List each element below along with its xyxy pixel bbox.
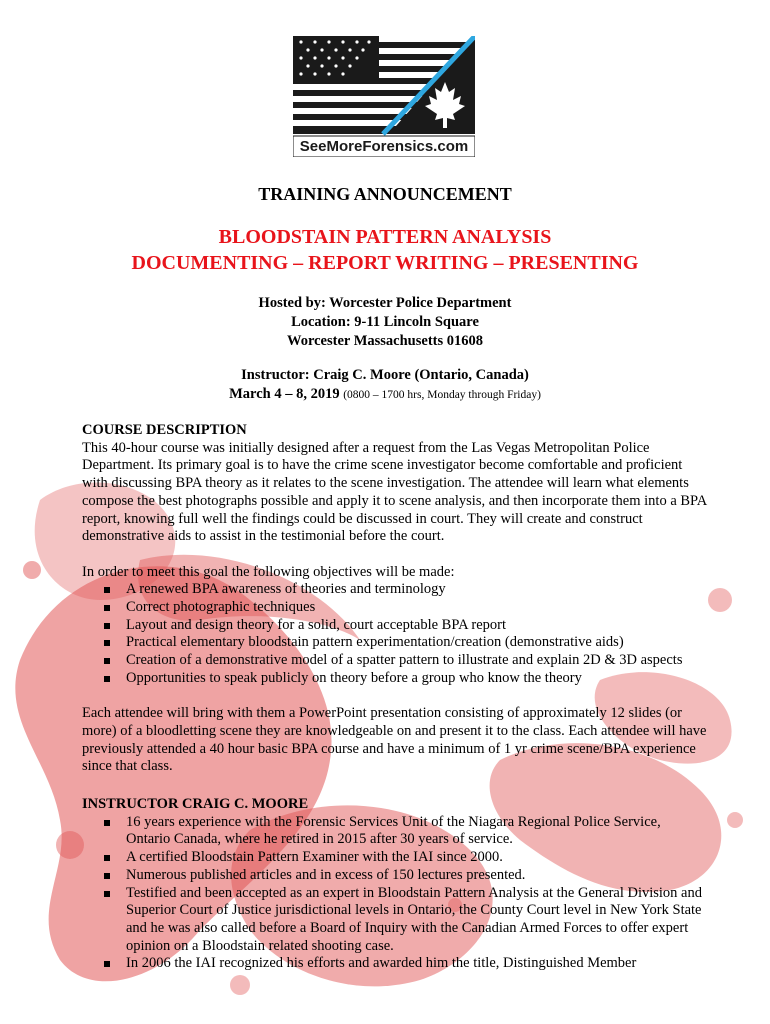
list-item: A renewed BPA awareness of theories and terminology	[126, 581, 707, 599]
objectives-list	[82, 581, 707, 687]
dates-main: March 4 – 8, 2019	[229, 386, 340, 402]
list-item: Layout and design theory for a solid, court acceptable BPA report	[126, 617, 707, 635]
city: Worcester Massachusetts 01608	[287, 333, 483, 349]
instructor-line: Instructor: Craig C. Moore (Ontario, Canada)	[241, 367, 529, 383]
course-description	[82, 422, 707, 776]
instructor-heading: INSTRUCTOR CRAIG C. MOORE	[82, 796, 309, 812]
list-item: Creation of a demonstrative model of a spatter pattern to illustrate and explain 2D & 3D aspects	[126, 652, 707, 670]
course-heading: COURSE DESCRIPTION	[82, 422, 247, 438]
seemoreforensics-logo	[293, 36, 475, 157]
list-item: Correct photographic techniques	[126, 599, 707, 617]
list-item: Numerous published articles and in excess of 150 lectures presented.	[126, 867, 707, 885]
course-para-1: This 40-hour course was initially designed after a request from the Las Vegas Metropolitan Police Department. Its primary goal is to have the crime scene investigator become comfortable and proficient with discussing BPA theory as it relates to the scene investigation. The attendee will learn what elements compose the best photographs possible and apply it to scene analysis, and then incorporate them into a BPA report, knowing full well the findings could be discussed in court. They will create and construct demonstrative aids to assist in the testimonial before the court.	[82, 439, 707, 545]
instructor-block	[0, 366, 770, 405]
course-para-2: In order to meet this goal the following objectives will be made:	[82, 563, 455, 580]
course-para-3: Each attendee will bring with them a PowerPoint presentation consisting of approximately 12 slides (or more) of a bloodletting scene they are knowledgeable on and present it to the class. Each attendee will have previously attended a 40 hour basic BPA course and have a minimum of 1 yr crime scene/BPA experience since that class.	[82, 705, 707, 775]
list-item: A certified Bloodstain Pattern Examiner with the IAI since 2000.	[126, 849, 707, 867]
list-item: Opportunities to speak publicly on theory before a group who know the theory	[126, 670, 707, 688]
list-item: Practical elementary bloodstain pattern experimentation/creation (demonstrative aids)	[126, 634, 707, 652]
headline-line2: DOCUMENTING – REPORT WRITING – PRESENTING	[131, 252, 639, 274]
headline-line1: BLOODSTAIN PATTERN ANALYSIS	[218, 226, 552, 248]
dates-hours: (0800 – 1700 hrs, Monday through Friday)	[343, 389, 541, 401]
dates-line	[0, 385, 770, 405]
instructor-list	[82, 814, 707, 973]
list-item: Testified and been accepted as an expert in Bloodstain Pattern Analysis at the General Division and Superior Court of Justice jurisdictional levels in Ontario, the County Court level in New York State and he was also called before a Board of Inquiry with the Canadian Armed Forces to offer expert opinion on a Bloodstain related shooting case.	[126, 885, 707, 956]
hosted-by: Hosted by: Worcester Police Department	[258, 295, 512, 311]
page-title: TRAINING ANNOUNCEMENT	[258, 184, 512, 204]
logo-text: SeeMoreForensics.com	[299, 138, 469, 155]
location: Location: 9-11 Lincoln Square	[291, 314, 479, 330]
instructor-section	[82, 796, 707, 973]
host-block	[0, 294, 770, 351]
list-item: 16 years experience with the Forensic Services Unit of the Niagara Regional Police Service, Ontario Canada, where he retired in 2015 after 30 years of service.	[126, 814, 707, 849]
list-item: In 2006 the IAI recognized his efforts and awarded him the title, Distinguished Member	[126, 955, 707, 973]
